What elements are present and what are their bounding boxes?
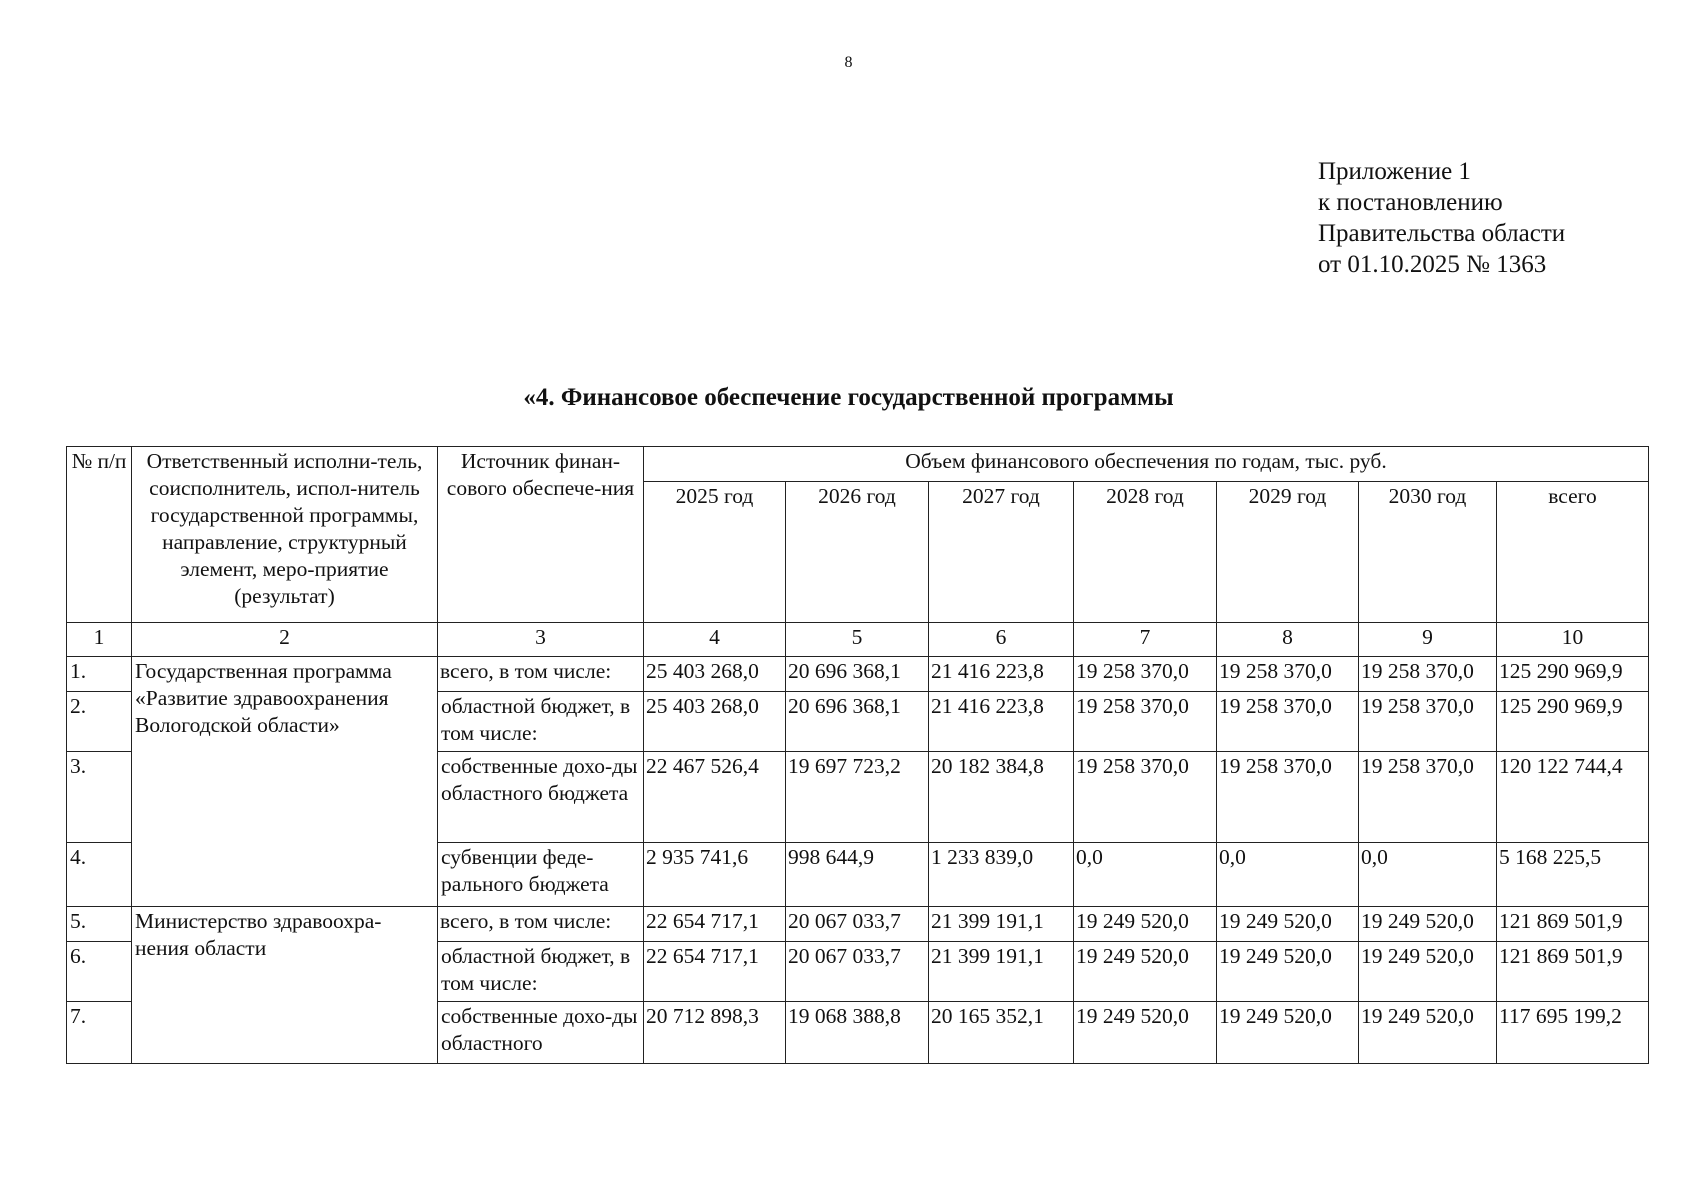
value-cell: 25 403 268,0 <box>644 657 786 692</box>
value-cell: 120 122 744,4 <box>1497 752 1649 843</box>
value-cell: 0,0 <box>1359 843 1497 907</box>
value-cell: 21 416 223,8 <box>929 692 1074 752</box>
value-cell: 22 467 526,4 <box>644 752 786 843</box>
source-cell: всего, в том числе: <box>438 907 644 942</box>
page-number: 8 <box>844 54 853 71</box>
value-cell: 19 258 370,0 <box>1359 752 1497 843</box>
value-cell: 20 182 384,8 <box>929 752 1074 843</box>
row-number: 1. <box>67 657 132 692</box>
value-cell: 21 399 191,1 <box>929 907 1074 942</box>
financing-table <box>66 446 1649 1064</box>
appendix-line: от 01.10.2025 № 1363 <box>1318 251 1547 278</box>
executor-cell: Государственная программа «Развитие здравоохранения Вологодской области» <box>132 657 438 907</box>
row-number: 4. <box>67 843 132 907</box>
value-cell: 19 258 370,0 <box>1074 657 1217 692</box>
value-cell: 20 165 352,1 <box>929 1002 1074 1064</box>
value-cell: 19 258 370,0 <box>1359 692 1497 752</box>
appendix-line: к постановлению <box>1318 189 1503 216</box>
value-cell: 19 249 520,0 <box>1074 1002 1217 1064</box>
column-number: 8 <box>1217 623 1359 657</box>
column-number: 9 <box>1359 623 1497 657</box>
value-cell: 5 168 225,5 <box>1497 843 1649 907</box>
source-cell: собственные дохо-ды областного <box>438 1002 644 1064</box>
value-cell: 19 249 520,0 <box>1217 942 1359 1002</box>
table-row <box>67 907 1649 942</box>
value-cell: 22 654 717,1 <box>644 942 786 1002</box>
value-cell: 0,0 <box>1074 843 1217 907</box>
value-cell: 21 416 223,8 <box>929 657 1074 692</box>
value-cell: 0,0 <box>1217 843 1359 907</box>
source-cell: собственные дохо-ды областного бюджета <box>438 752 644 843</box>
value-cell: 20 696 368,1 <box>786 692 929 752</box>
header-year: 2026 год <box>786 482 929 623</box>
value-cell: 19 258 370,0 <box>1217 752 1359 843</box>
row-number: 7. <box>67 1002 132 1064</box>
document-title: «4. Финансовое обеспечение государственной программы <box>523 384 1174 411</box>
value-cell: 19 258 370,0 <box>1074 692 1217 752</box>
header-year: 2028 год <box>1074 482 1217 623</box>
header-volume: Объем финансового обеспечения по годам, тыс. руб. <box>644 447 1649 482</box>
value-cell: 19 697 723,2 <box>786 752 929 843</box>
value-cell: 19 249 520,0 <box>1359 942 1497 1002</box>
value-cell: 19 249 520,0 <box>1359 907 1497 942</box>
row-number: 6. <box>67 942 132 1002</box>
value-cell: 998 644,9 <box>786 843 929 907</box>
column-number: 2 <box>132 623 438 657</box>
column-number: 7 <box>1074 623 1217 657</box>
header-executor: Ответственный исполни-тель, соисполнитель, испол-нитель государственной программы, направление, структурный элемент, меро-приятие (результат) <box>132 447 438 623</box>
value-cell: 20 067 033,7 <box>786 942 929 1002</box>
column-number: 3 <box>438 623 644 657</box>
header-source: Источник финан-сового обеспече-ния <box>438 447 644 623</box>
appendix-line: Правительства области <box>1318 220 1566 247</box>
value-cell: 19 258 370,0 <box>1359 657 1497 692</box>
header-total: всего <box>1497 482 1649 623</box>
header-year: 2030 год <box>1359 482 1497 623</box>
value-cell: 19 258 370,0 <box>1074 752 1217 843</box>
value-cell: 19 249 520,0 <box>1074 907 1217 942</box>
column-number: 1 <box>67 623 132 657</box>
appendix-line: Приложение 1 <box>1318 158 1471 185</box>
source-cell: областной бюджет, в том числе: <box>438 942 644 1002</box>
column-number: 5 <box>786 623 929 657</box>
header-year: 2027 год <box>929 482 1074 623</box>
source-cell: всего, в том числе: <box>438 657 644 692</box>
header-no: № п/п <box>67 447 132 623</box>
value-cell: 117 695 199,2 <box>1497 1002 1649 1064</box>
value-cell: 19 249 520,0 <box>1217 1002 1359 1064</box>
value-cell: 19 258 370,0 <box>1217 657 1359 692</box>
value-cell: 125 290 969,9 <box>1497 657 1649 692</box>
executor-cell: Министерство здравоохра-нения области <box>132 907 438 1064</box>
appendix-block <box>1318 156 1565 280</box>
value-cell: 121 869 501,9 <box>1497 907 1649 942</box>
source-cell: областной бюджет, в том числе: <box>438 692 644 752</box>
value-cell: 22 654 717,1 <box>644 907 786 942</box>
value-cell: 19 068 388,8 <box>786 1002 929 1064</box>
value-cell: 20 712 898,3 <box>644 1002 786 1064</box>
column-numbers-row <box>67 623 1649 657</box>
row-number: 3. <box>67 752 132 843</box>
row-number: 5. <box>67 907 132 942</box>
value-cell: 25 403 268,0 <box>644 692 786 752</box>
value-cell: 1 233 839,0 <box>929 843 1074 907</box>
table-row <box>67 657 1649 692</box>
column-number: 4 <box>644 623 786 657</box>
value-cell: 2 935 741,6 <box>644 843 786 907</box>
row-number: 2. <box>67 692 132 752</box>
value-cell: 20 696 368,1 <box>786 657 929 692</box>
source-cell: субвенции феде-рального бюджета <box>438 843 644 907</box>
value-cell: 121 869 501,9 <box>1497 942 1649 1002</box>
value-cell: 19 258 370,0 <box>1217 692 1359 752</box>
value-cell: 125 290 969,9 <box>1497 692 1649 752</box>
header-year: 2029 год <box>1217 482 1359 623</box>
value-cell: 20 067 033,7 <box>786 907 929 942</box>
header-year: 2025 год <box>644 482 786 623</box>
column-number: 10 <box>1497 623 1649 657</box>
column-number: 6 <box>929 623 1074 657</box>
value-cell: 19 249 520,0 <box>1359 1002 1497 1064</box>
value-cell: 21 399 191,1 <box>929 942 1074 1002</box>
value-cell: 19 249 520,0 <box>1217 907 1359 942</box>
value-cell: 19 249 520,0 <box>1074 942 1217 1002</box>
